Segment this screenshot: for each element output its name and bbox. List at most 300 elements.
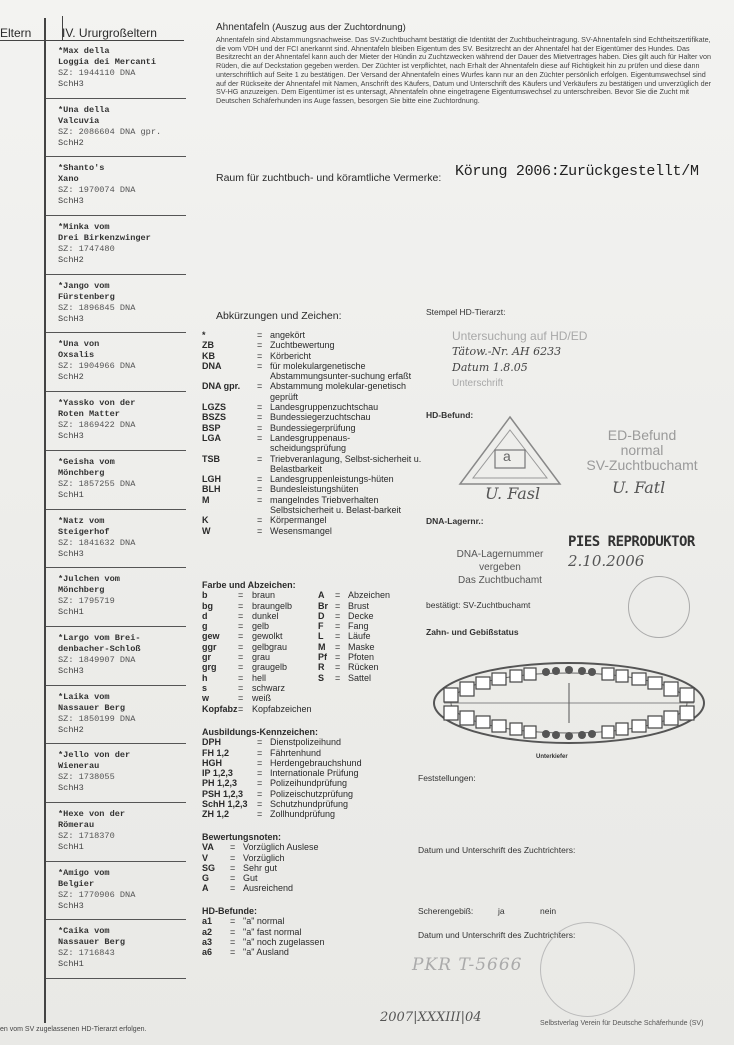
bewertung-key: V bbox=[202, 852, 209, 863]
stempel-label: Stempel HD-Tierarzt: bbox=[426, 307, 506, 317]
abk-key: LGA bbox=[202, 432, 221, 443]
abk-row bbox=[202, 402, 422, 412]
ausbildung-key: PH 1,2,3 bbox=[202, 778, 238, 789]
abk-key: M bbox=[202, 494, 210, 505]
abk-row bbox=[202, 515, 422, 525]
ancestor-sz: SZ: 1770906 DNA bbox=[58, 889, 136, 900]
repro-date: 2.10.2006 bbox=[568, 552, 645, 570]
ancestor-name: *Julchen vom bbox=[58, 574, 120, 585]
hdbefunde-row bbox=[202, 937, 412, 947]
ancestor-sch: SchH2 bbox=[58, 372, 84, 383]
abzeichen-eq bbox=[335, 683, 348, 693]
abk-key: LGZS bbox=[202, 402, 226, 413]
abzeichen-key: Pf bbox=[318, 652, 327, 663]
farbe-key: grg bbox=[202, 662, 217, 673]
farbe-key: Kopfabz bbox=[202, 703, 238, 714]
bewertung-row bbox=[202, 863, 412, 873]
farbe-eq: = bbox=[238, 641, 244, 652]
ed-signature: U. Fatl bbox=[612, 478, 666, 497]
stamp-line-4: Unterschrift bbox=[452, 378, 504, 389]
abk-eq: = bbox=[257, 525, 263, 536]
hd-grade: a bbox=[503, 448, 511, 464]
ausbildung-key: SchH 1,2,3 bbox=[202, 799, 248, 810]
abk-eq: = bbox=[257, 350, 263, 361]
ancestor-entry bbox=[46, 333, 186, 392]
bestaetigt-label: bestätigt: SV-Zuchtbuchamt bbox=[426, 600, 531, 610]
abk-eq: = bbox=[257, 340, 263, 351]
ausbildung-eq: = bbox=[257, 747, 263, 758]
hdbefunde-value: "a" Ausland bbox=[243, 947, 289, 958]
ancestor-kennel: Drei Birkenzwinger bbox=[58, 233, 151, 244]
farbe-value: weiß bbox=[252, 693, 272, 704]
hdbefunde-row bbox=[202, 916, 412, 926]
ancestor-sch: SchH3 bbox=[58, 900, 84, 911]
farbe-key: d bbox=[202, 610, 208, 621]
ancestor-sch: SchH1 bbox=[58, 841, 84, 852]
ancestor-kennel: Xano bbox=[58, 174, 79, 185]
ancestor-kennel: denbacher-Schloß bbox=[58, 643, 141, 654]
bewertung-value: Sehr gut bbox=[243, 862, 278, 873]
farbe-value: gelbgrau bbox=[252, 641, 288, 652]
generation-header-label: IV. Ururgroßeltern bbox=[62, 26, 157, 40]
abzeichen-key: R bbox=[318, 662, 325, 673]
abzeichen-key bbox=[318, 693, 335, 703]
ed-normal: normal bbox=[620, 442, 664, 458]
abk-value: Landesgruppenaus-scheidungsprüfung bbox=[270, 432, 351, 454]
ausbildung-value: Herdengebrauchshund bbox=[270, 757, 362, 768]
ancestor-sch: SchH3 bbox=[58, 665, 84, 676]
datum-zuchtrichter-label: Datum und Unterschrift des Zuchtrichters: bbox=[418, 845, 576, 855]
abzeichen-eq: = bbox=[335, 641, 341, 652]
ancestor-kennel: Roten Matter bbox=[58, 409, 120, 420]
ausbildung-key: HGH bbox=[202, 757, 222, 768]
ancestor-sch: SchH2 bbox=[58, 255, 84, 266]
abk-row bbox=[202, 495, 422, 516]
ancestor-name: *Shanto's bbox=[58, 163, 105, 174]
abk-eq: = bbox=[257, 402, 263, 413]
dna-stamp-line-1: DNA-Lagernummer bbox=[456, 549, 544, 560]
ausbildung-row bbox=[202, 748, 412, 758]
ancestor-entry bbox=[46, 99, 186, 158]
abzeichen-eq: = bbox=[335, 600, 341, 611]
farbe-eq: = bbox=[238, 652, 244, 663]
dna-stamp-line-2: vergeben bbox=[479, 562, 521, 573]
bewertung-eq: = bbox=[230, 883, 236, 894]
farbe-eq: = bbox=[238, 590, 244, 601]
ancestor-sch: SchH1 bbox=[58, 607, 84, 618]
ancestor-kennel: Belgier bbox=[58, 878, 95, 889]
abk-value: Triebveranlagung, Selbst-sicherheit u. Belastbarkeit bbox=[270, 453, 422, 474]
farbe-eq: = bbox=[238, 610, 244, 621]
ancestor-sz: SZ: 1718370 bbox=[58, 830, 115, 841]
hdbefunde-key: a2 bbox=[202, 926, 213, 937]
ausbildung-eq: = bbox=[257, 809, 263, 820]
abk-value: Wesensmangel bbox=[270, 525, 332, 536]
abzeichen-eq: = bbox=[335, 672, 341, 683]
farbe-row bbox=[202, 693, 412, 703]
zahn-label: Zahn- und Gebißstatus bbox=[426, 627, 519, 637]
abk-row bbox=[202, 474, 422, 484]
ausbildung-row bbox=[202, 799, 412, 809]
ancestor-sz: SZ: 1944110 DNA bbox=[58, 68, 136, 78]
abk-value: Landesgruppenleistungs-hüten bbox=[270, 474, 394, 485]
abk-title: Abkürzungen und Zeichen: bbox=[216, 310, 342, 322]
farbe-row bbox=[202, 683, 412, 693]
dna-lagernr-label: DNA-Lagernr.: bbox=[426, 516, 484, 526]
ancestor-entry bbox=[46, 451, 186, 510]
datum-zuchtrichter-label-2: Datum und Unterschrift des Zuchtrichters: bbox=[418, 930, 576, 940]
ausbildung-value: Polizeischutzprüfung bbox=[270, 788, 354, 799]
abzeichen-value: Fang bbox=[348, 621, 369, 632]
hdbefunde-title: HD-Befunde: bbox=[202, 906, 257, 916]
ausbildung-value: Internationale Prüfung bbox=[270, 768, 359, 779]
ancestor-sch: SchH3 bbox=[58, 313, 84, 324]
abzeichen-eq: = bbox=[335, 631, 341, 642]
bewertung-key: VA bbox=[202, 842, 214, 853]
abzeichen-key bbox=[318, 683, 335, 693]
abk-key: TSB bbox=[202, 453, 220, 464]
abk-eq: = bbox=[257, 453, 263, 464]
repro-stamp: PIES REPRODUKTOR bbox=[568, 534, 695, 550]
abk-key: K bbox=[202, 515, 209, 526]
ancestor-sz: SZ: 2086604 DNA gpr. bbox=[58, 126, 162, 137]
farbe-row bbox=[202, 642, 412, 652]
farbe-eq: = bbox=[238, 682, 244, 693]
farbe-row bbox=[202, 601, 412, 611]
ausbildung-value: Zollhundprüfung bbox=[270, 809, 336, 820]
abzeichen-key: F bbox=[318, 621, 324, 632]
round-stamp bbox=[628, 576, 690, 638]
abk-key: W bbox=[202, 525, 211, 536]
farbe-key: s bbox=[202, 682, 208, 693]
farbe-value: gewolkt bbox=[252, 631, 283, 642]
farbe-eq: = bbox=[238, 693, 244, 704]
ancestor-entry bbox=[46, 627, 186, 686]
unterkiefer-label: Unterkiefer bbox=[536, 754, 568, 760]
ausbildung-row bbox=[202, 778, 412, 788]
hdbefunde-value: "a" fast normal bbox=[243, 926, 302, 937]
hdbefunde-key: a6 bbox=[202, 947, 213, 958]
ausbildung-key: ZH 1,2 bbox=[202, 809, 230, 820]
hdbefunde-value: "a" normal bbox=[243, 916, 285, 927]
ausbildung-key: DPH bbox=[202, 737, 222, 748]
ancestor-sch: SchH3 bbox=[58, 196, 84, 207]
farbe-row bbox=[202, 590, 412, 600]
farbe-eq: = bbox=[238, 703, 244, 714]
farbe-row bbox=[202, 704, 412, 714]
bewertung-key: A bbox=[202, 883, 209, 894]
bewertung-value: Vorzüglich bbox=[243, 852, 285, 863]
ausbildung-key: FH 1,2 bbox=[202, 747, 230, 758]
farbe-key: ggr bbox=[202, 641, 217, 652]
abk-value: für molekulargenetische Abstammungsunter-suchung erfaßt bbox=[270, 360, 412, 382]
intro-text: Ahnentafeln sind Abstammungsnachweise. Das SV-Zuchtbuchamt bestätigt die Identität der Zuchtbucheintragung. SV-Ahnentafeln sind Echtheitszertifikate, die vom VDH und der FCI anerkannt sind. Ahnentafeln bleiben Eigentum des SV. Besitzrecht an der Ahnentafel hat der Eigentümer des Hundes. Das Besitzrecht an der Ahnentafel kann auch der Mieter der Hündin zu Zuchtzwecken während der Dauer des Mietvertrages haben. Dies gilt auch für Halter von Rüden, die auf Deckstation gegeben werden. Der Züchter ist verpflichtet, nach Erhalt der Ahnentafeln diese auf Richtigkeit hin zu prüfen und diese dann unterschriftlich auf Seite 1 zu bestätigen. Der Versand der Ahnentafeln eines Wurfes kann nur an den Züchter persönlich erfolgen. Eigentumswechsel sind auf der Rückseite der Ahnentafel mit Namen, Anschrift des Käufers, Datum und Unterschrift des Käufers und Verkäufers zu bestätigen und unverzüglich der SV-HG anzuzeigen. Dem Eigentümer ist es untersagt, Ahnentafeln ohne eingetragene Eigentumswechsel zu unterschreiben. Bevor Sie die Zucht mit Deutschen Schäferhunden ins Auge fassen, besorgen Sie bitte eine Zuchtordnung. bbox=[216, 35, 712, 105]
abk-eq: = bbox=[257, 474, 263, 485]
ancestor-name: *Jello von der bbox=[58, 750, 131, 761]
ausbildung-row bbox=[202, 768, 412, 778]
ancestor-sch: SchH1 bbox=[58, 959, 84, 970]
abzeichen-value: Abzeichen bbox=[348, 590, 391, 601]
farbe-key: bg bbox=[202, 600, 213, 611]
hdbefunde-eq: = bbox=[230, 947, 236, 958]
ancestor-name: *Max della bbox=[58, 46, 110, 56]
ancestor-sch: SchH3 bbox=[58, 548, 84, 559]
ancestor-kennel: Römerau bbox=[58, 819, 95, 830]
ancestor-entry bbox=[46, 275, 186, 334]
bewertung-key: G bbox=[202, 873, 210, 884]
abk-eq: = bbox=[257, 360, 263, 371]
ahnentafeln-title bbox=[216, 22, 406, 33]
parents-header-label: Eltern bbox=[0, 26, 32, 40]
ancestor-kennel: Mönchberg bbox=[58, 467, 105, 478]
abk-key: KB bbox=[202, 350, 215, 361]
ancestor-kennel: Wienerau bbox=[58, 761, 100, 772]
hdbefunde-key: a3 bbox=[202, 936, 213, 947]
abk-eq: = bbox=[257, 494, 263, 505]
hd-vet-stamp bbox=[452, 328, 627, 403]
scherengebiss-label: Scherengebiß: bbox=[418, 906, 474, 916]
ausbildung-value: Polizeihundprüfung bbox=[270, 778, 348, 789]
abk-value: Bundesleistungshüten bbox=[270, 484, 359, 495]
ausbildung-eq: = bbox=[257, 768, 263, 779]
ancestor-sz: SZ: 1904966 DNA bbox=[58, 361, 136, 372]
ancestor-sz: SZ: 1841632 DNA bbox=[58, 537, 136, 548]
abk-key: BLH bbox=[202, 484, 221, 495]
ancestor-sch: SchH2 bbox=[58, 137, 84, 148]
abk-key: BSP bbox=[202, 422, 221, 433]
abk-eq: = bbox=[257, 515, 263, 526]
hdbefunde-list bbox=[202, 906, 412, 957]
abk-value: Zuchtbewertung bbox=[270, 340, 335, 351]
footer-left-text: en vom SV zugelassenen HD-Tierarzt erfolgen. bbox=[0, 1026, 147, 1033]
stamp-line-3: Datum 1.8.05 bbox=[452, 361, 528, 374]
abk-key: ZB bbox=[202, 340, 214, 351]
abk-value: mangelndes Triebverhalten Selbstsicherheit u. Belast-barkeit bbox=[270, 494, 402, 516]
abzeichen-value bbox=[348, 683, 412, 693]
abzeichen-key: A bbox=[318, 590, 325, 601]
ausbildung-list bbox=[202, 727, 412, 820]
title-subtitle: (Auszug aus der Zuchtordnung) bbox=[272, 22, 406, 33]
hdbefunde-eq: = bbox=[230, 926, 236, 937]
ausbildung-key: IP 1,2,3 bbox=[202, 768, 233, 779]
abk-row bbox=[202, 412, 422, 422]
bewertung-eq: = bbox=[230, 862, 236, 873]
ancestor-entry bbox=[46, 920, 186, 979]
ancestor-name: *Caika vom bbox=[58, 926, 110, 937]
abk-list bbox=[202, 330, 422, 536]
farbe-eq: = bbox=[238, 631, 244, 642]
ancestor-name: *Geisha vom bbox=[58, 456, 115, 467]
abzeichen-key: Br bbox=[318, 600, 329, 611]
ancestor-kennel: Nassauer Berg bbox=[58, 937, 126, 948]
abk-eq: = bbox=[257, 381, 263, 392]
abk-eq: = bbox=[257, 412, 263, 423]
farbe-row bbox=[202, 631, 412, 641]
abzeichen-key: M bbox=[318, 641, 326, 652]
abk-eq: = bbox=[257, 432, 263, 443]
bewertung-row bbox=[202, 853, 412, 863]
ausbildung-row bbox=[202, 737, 412, 747]
farbe-value: braun bbox=[252, 590, 276, 601]
abk-row bbox=[202, 526, 422, 536]
ancestor-sz: SZ: 1738055 bbox=[58, 772, 115, 783]
bewertung-list bbox=[202, 832, 412, 894]
ancestor-kennel: Valcuvia bbox=[58, 115, 100, 126]
abzeichen-value: Sattel bbox=[348, 672, 372, 683]
ancestor-sch: SchH2 bbox=[58, 724, 84, 735]
ancestor-kennel: Mönchberg bbox=[58, 585, 105, 596]
abk-row bbox=[202, 330, 422, 340]
ed-befund-stamp bbox=[572, 428, 712, 473]
ancestor-kennel: Steigerhof bbox=[58, 526, 110, 537]
hd-befund-label: HD-Befund: bbox=[426, 410, 474, 420]
ancestor-entry bbox=[46, 510, 186, 569]
bewertung-row bbox=[202, 883, 412, 893]
farbe-key: w bbox=[202, 693, 210, 704]
abzeichen-eq bbox=[335, 693, 348, 703]
ausbildung-value: Dienstpolizeihund bbox=[270, 737, 342, 748]
farbe-title: Farbe und Abzeichen: bbox=[202, 580, 296, 590]
ancestor-sz: SZ: 1970074 DNA bbox=[58, 185, 136, 196]
farbe-value: hell bbox=[252, 672, 267, 683]
ancestor-name: *Yassko von der bbox=[58, 398, 136, 409]
abzeichen-key: S bbox=[318, 672, 325, 683]
koerung-entry: Körung 2006:Zurückgestellt/M bbox=[455, 163, 699, 180]
hdbefunde-eq: = bbox=[230, 916, 236, 927]
ancestor-name: *Una della bbox=[58, 104, 110, 115]
ancestor-name: *Laika vom bbox=[58, 691, 110, 702]
ancestor-sch: SchH3 bbox=[58, 79, 84, 89]
abzeichen-value: Rücken bbox=[348, 662, 379, 673]
ancestor-sz: SZ: 1747480 bbox=[58, 244, 115, 255]
ausbildung-row bbox=[202, 809, 412, 819]
farbe-eq: = bbox=[238, 621, 244, 632]
feststellungen-label: Feststellungen: bbox=[418, 773, 476, 783]
ancestor-sz: SZ: 1850199 DNA bbox=[58, 713, 136, 724]
abk-key: BSZS bbox=[202, 412, 227, 423]
hdbefunde-row bbox=[202, 927, 412, 937]
abzeichen-value bbox=[348, 693, 412, 703]
bewertung-eq: = bbox=[230, 842, 236, 853]
farbe-eq: = bbox=[238, 600, 244, 611]
ausbildung-row bbox=[202, 758, 412, 768]
abk-value: angekört bbox=[270, 330, 306, 340]
abzeichen-eq: = bbox=[335, 610, 341, 621]
farbe-eq: = bbox=[238, 662, 244, 673]
farbe-value: gelb bbox=[252, 621, 270, 632]
abk-value: Landesgruppenzuchtschau bbox=[270, 402, 379, 413]
abk-eq: = bbox=[257, 330, 263, 340]
scherengebiss-ja: ja bbox=[498, 906, 505, 916]
farbe-row bbox=[202, 611, 412, 621]
ausbildung-eq: = bbox=[257, 737, 263, 748]
stamp-line-1: Untersuchung auf HD/ED bbox=[452, 329, 588, 343]
ancestor-kennel: Fürstenberg bbox=[58, 291, 115, 302]
farbe-value: grau bbox=[252, 652, 271, 663]
hdbefunde-row bbox=[202, 947, 412, 957]
abzeichen-eq: = bbox=[335, 590, 341, 601]
abk-key: DNA bbox=[202, 360, 222, 371]
handwritten-date: 2007|XXXIII|04 bbox=[380, 1010, 482, 1025]
farbe-eq: = bbox=[238, 672, 244, 683]
bewertung-title: Bewertungsnoten: bbox=[202, 832, 282, 842]
ancestor-list bbox=[46, 40, 186, 979]
ausbildung-title: Ausbildungs-Kennzeichen: bbox=[202, 727, 319, 737]
ausbildung-eq: = bbox=[257, 757, 263, 768]
ancestor-name: *Una von bbox=[58, 339, 100, 350]
ancestor-sch: SchH3 bbox=[58, 783, 84, 794]
ancestor-entry bbox=[46, 216, 186, 275]
abk-value: Körbericht bbox=[270, 350, 312, 361]
bewertung-value: Gut bbox=[243, 873, 258, 884]
ausbildung-row bbox=[202, 789, 412, 799]
bewertung-value: Vorzüglich Auslese bbox=[243, 842, 319, 853]
abk-value: Körpermangel bbox=[270, 515, 327, 526]
ausbildung-eq: = bbox=[257, 799, 263, 810]
ancestor-entry bbox=[46, 686, 186, 745]
abzeichen-eq bbox=[335, 704, 348, 714]
ausbildung-value: Fährtenhund bbox=[270, 747, 322, 758]
abzeichen-eq: = bbox=[335, 652, 341, 663]
bewertung-row bbox=[202, 873, 412, 883]
ausbildung-key: PSH 1,2,3 bbox=[202, 788, 244, 799]
abk-value: Bundessiegerzuchtschau bbox=[270, 412, 371, 423]
ancestor-sz: SZ: 1716843 bbox=[58, 948, 115, 959]
abk-value: Bundessiegerprüfung bbox=[270, 422, 356, 433]
farbe-list bbox=[202, 580, 412, 714]
abzeichen-value: Pfoten bbox=[348, 652, 375, 663]
abzeichen-value: Läufe bbox=[348, 631, 371, 642]
bewertung-row bbox=[202, 842, 412, 852]
hd-signature: U. Fasl bbox=[485, 484, 541, 503]
bewertung-eq: = bbox=[230, 852, 236, 863]
ancestor-sz: SZ: 1896845 DNA bbox=[58, 302, 136, 313]
abk-row bbox=[202, 340, 422, 350]
ancestor-name: *Largo vom Brei- bbox=[58, 632, 141, 643]
ausbildung-value: Schutzhundprüfung bbox=[270, 799, 349, 810]
abzeichen-value bbox=[348, 704, 412, 714]
farbe-value: schwarz bbox=[252, 682, 286, 693]
ancestor-sch: SchH1 bbox=[58, 489, 84, 500]
ancestor-entry bbox=[46, 568, 186, 627]
ancestor-entry bbox=[46, 157, 186, 216]
title-text: Ahnentafeln bbox=[216, 22, 270, 33]
abk-row bbox=[202, 423, 422, 433]
ancestor-entry bbox=[46, 862, 186, 921]
ed-sv: SV-Zuchtbuchamt bbox=[586, 457, 698, 473]
ancestor-entry bbox=[46, 392, 186, 451]
abzeichen-eq: = bbox=[335, 621, 341, 632]
abk-row bbox=[202, 484, 422, 494]
hdbefunde-value: "a" noch zugelassen bbox=[243, 936, 325, 947]
farbe-key: b bbox=[202, 590, 208, 601]
ancestor-entry bbox=[46, 744, 186, 803]
farbe-value: braungelb bbox=[252, 600, 293, 611]
abzeichen-key: D bbox=[318, 610, 325, 621]
farbe-key: gew bbox=[202, 631, 220, 642]
ancestor-name: *Natz vom bbox=[58, 515, 105, 526]
scherengebiss-nein: nein bbox=[540, 906, 557, 916]
farbe-value: Kopfabzeichen bbox=[252, 703, 312, 714]
ancestor-entry bbox=[46, 803, 186, 862]
farbe-value: dunkel bbox=[252, 610, 279, 621]
abzeichen-value: Decke bbox=[348, 610, 374, 621]
ancestor-sz: SZ: 1849907 DNA bbox=[58, 654, 136, 665]
ancestor-kennel: Loggia dei Mercanti bbox=[58, 57, 156, 67]
ancestor-name: *Amigo vom bbox=[58, 867, 110, 878]
teeth-diagram bbox=[424, 648, 714, 758]
abk-row bbox=[202, 361, 422, 382]
